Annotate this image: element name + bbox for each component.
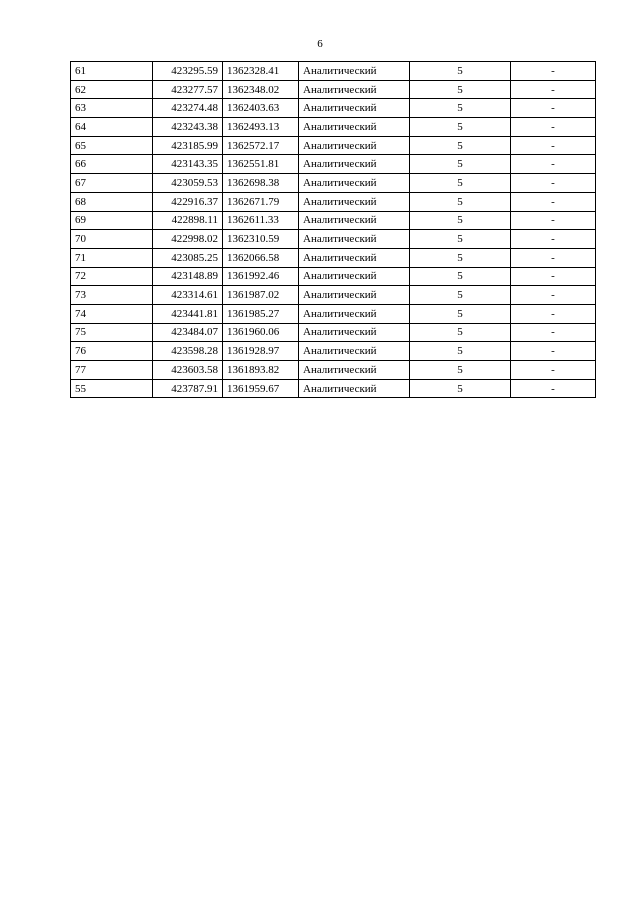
x-coordinate-cell: 422916.37: [153, 192, 223, 211]
accuracy-cell: 5: [410, 155, 511, 174]
y-coordinate-cell: 1362611.33: [223, 211, 299, 230]
description-cell: -: [511, 80, 596, 99]
method-cell: Аналитический: [299, 118, 410, 137]
point-number-cell: 70: [71, 230, 153, 249]
x-coordinate-cell: 423059.53: [153, 174, 223, 193]
table-row: [71, 99, 596, 118]
description-cell: -: [511, 286, 596, 305]
table-row: [71, 361, 596, 380]
table-row: [71, 304, 596, 323]
point-number-cell: 62: [71, 80, 153, 99]
description-cell: -: [511, 379, 596, 398]
description-cell: -: [511, 118, 596, 137]
y-coordinate-cell: 1362310.59: [223, 230, 299, 249]
point-number-cell: 55: [71, 379, 153, 398]
table-row: [71, 230, 596, 249]
table-row: [71, 118, 596, 137]
x-coordinate-cell: 423148.89: [153, 267, 223, 286]
description-cell: -: [511, 323, 596, 342]
accuracy-cell: 5: [410, 192, 511, 211]
accuracy-cell: 5: [410, 286, 511, 305]
method-cell: Аналитический: [299, 379, 410, 398]
method-cell: Аналитический: [299, 230, 410, 249]
description-cell: -: [511, 267, 596, 286]
coordinates-table-body: [71, 62, 596, 398]
x-coordinate-cell: 423484.07: [153, 323, 223, 342]
description-cell: -: [511, 99, 596, 118]
point-number-cell: 68: [71, 192, 153, 211]
y-coordinate-cell: 1362348.02: [223, 80, 299, 99]
point-number-cell: 65: [71, 136, 153, 155]
method-cell: Аналитический: [299, 211, 410, 230]
x-coordinate-cell: 423185.99: [153, 136, 223, 155]
y-coordinate-cell: 1362698.38: [223, 174, 299, 193]
x-coordinate-cell: 422998.02: [153, 230, 223, 249]
x-coordinate-cell: 423295.59: [153, 62, 223, 81]
description-cell: -: [511, 155, 596, 174]
point-number-cell: 77: [71, 361, 153, 380]
page-number: 6: [317, 38, 323, 50]
accuracy-cell: 5: [410, 379, 511, 398]
point-number-cell: 61: [71, 62, 153, 81]
point-number-cell: 72: [71, 267, 153, 286]
description-cell: -: [511, 361, 596, 380]
description-cell: -: [511, 248, 596, 267]
table-row: [71, 267, 596, 286]
accuracy-cell: 5: [410, 361, 511, 380]
point-number-cell: 75: [71, 323, 153, 342]
accuracy-cell: 5: [410, 230, 511, 249]
table-row: [71, 342, 596, 361]
point-number-cell: 76: [71, 342, 153, 361]
x-coordinate-cell: 423274.48: [153, 99, 223, 118]
point-number-cell: 74: [71, 304, 153, 323]
x-coordinate-cell: 423441.81: [153, 304, 223, 323]
y-coordinate-cell: 1362328.41: [223, 62, 299, 81]
y-coordinate-cell: 1362551.81: [223, 155, 299, 174]
accuracy-cell: 5: [410, 323, 511, 342]
description-cell: -: [511, 230, 596, 249]
y-coordinate-cell: 1361992.46: [223, 267, 299, 286]
description-cell: -: [511, 211, 596, 230]
table-row: [71, 192, 596, 211]
method-cell: Аналитический: [299, 267, 410, 286]
description-cell: -: [511, 342, 596, 361]
accuracy-cell: 5: [410, 248, 511, 267]
x-coordinate-cell: 423143.35: [153, 155, 223, 174]
description-cell: -: [511, 136, 596, 155]
accuracy-cell: 5: [410, 174, 511, 193]
description-cell: -: [511, 304, 596, 323]
y-coordinate-cell: 1362572.17: [223, 136, 299, 155]
table-row: [71, 379, 596, 398]
method-cell: Аналитический: [299, 342, 410, 361]
method-cell: Аналитический: [299, 361, 410, 380]
coordinates-table: [70, 61, 596, 398]
method-cell: Аналитический: [299, 323, 410, 342]
table-row: [71, 323, 596, 342]
method-cell: Аналитический: [299, 99, 410, 118]
point-number-cell: 64: [71, 118, 153, 137]
table-row: [71, 80, 596, 99]
table-row: [71, 136, 596, 155]
accuracy-cell: 5: [410, 99, 511, 118]
table-row: [71, 248, 596, 267]
y-coordinate-cell: 1361928.97: [223, 342, 299, 361]
method-cell: Аналитический: [299, 192, 410, 211]
method-cell: Аналитический: [299, 136, 410, 155]
method-cell: Аналитический: [299, 248, 410, 267]
description-cell: -: [511, 62, 596, 81]
accuracy-cell: 5: [410, 342, 511, 361]
x-coordinate-cell: 423787.91: [153, 379, 223, 398]
x-coordinate-cell: 423314.61: [153, 286, 223, 305]
table-row: [71, 211, 596, 230]
x-coordinate-cell: 423603.58: [153, 361, 223, 380]
accuracy-cell: 5: [410, 118, 511, 137]
y-coordinate-cell: 1362493.13: [223, 118, 299, 137]
y-coordinate-cell: 1361893.82: [223, 361, 299, 380]
table-row: [71, 155, 596, 174]
point-number-cell: 73: [71, 286, 153, 305]
accuracy-cell: 5: [410, 136, 511, 155]
method-cell: Аналитический: [299, 155, 410, 174]
accuracy-cell: 5: [410, 62, 511, 81]
y-coordinate-cell: 1361985.27: [223, 304, 299, 323]
method-cell: Аналитический: [299, 62, 410, 81]
table-row: [71, 174, 596, 193]
accuracy-cell: 5: [410, 80, 511, 99]
point-number-cell: 71: [71, 248, 153, 267]
description-cell: -: [511, 192, 596, 211]
x-coordinate-cell: 423243.38: [153, 118, 223, 137]
point-number-cell: 66: [71, 155, 153, 174]
table-row: [71, 62, 596, 81]
method-cell: Аналитический: [299, 174, 410, 193]
accuracy-cell: 5: [410, 304, 511, 323]
x-coordinate-cell: 422898.11: [153, 211, 223, 230]
accuracy-cell: 5: [410, 211, 511, 230]
y-coordinate-cell: 1362066.58: [223, 248, 299, 267]
method-cell: Аналитический: [299, 304, 410, 323]
y-coordinate-cell: 1362403.63: [223, 99, 299, 118]
method-cell: Аналитический: [299, 80, 410, 99]
x-coordinate-cell: 423598.28: [153, 342, 223, 361]
accuracy-cell: 5: [410, 267, 511, 286]
y-coordinate-cell: 1361987.02: [223, 286, 299, 305]
table-row: [71, 286, 596, 305]
point-number-cell: 63: [71, 99, 153, 118]
y-coordinate-cell: 1361959.67: [223, 379, 299, 398]
description-cell: -: [511, 174, 596, 193]
point-number-cell: 67: [71, 174, 153, 193]
point-number-cell: 69: [71, 211, 153, 230]
method-cell: Аналитический: [299, 286, 410, 305]
x-coordinate-cell: 423277.57: [153, 80, 223, 99]
y-coordinate-cell: 1361960.06: [223, 323, 299, 342]
x-coordinate-cell: 423085.25: [153, 248, 223, 267]
y-coordinate-cell: 1362671.79: [223, 192, 299, 211]
